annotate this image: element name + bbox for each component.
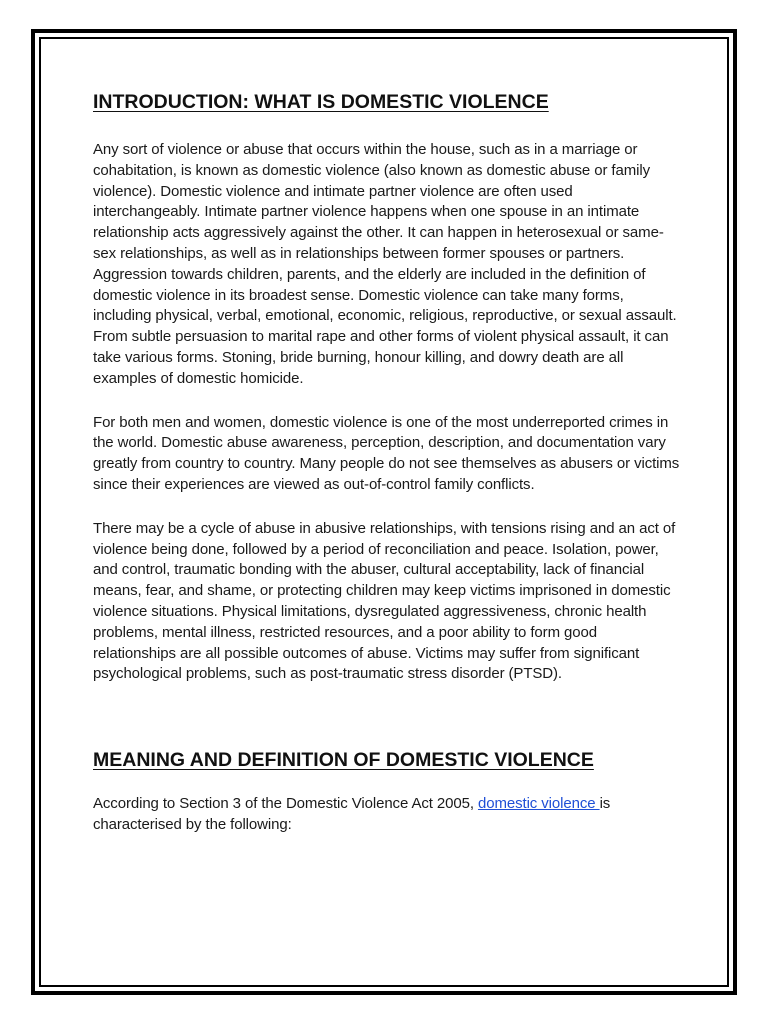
section-heading-introduction: INTRODUCTION: WHAT IS DOMESTIC VIOLENCE bbox=[93, 91, 549, 113]
intro-paragraph-3: There may be a cycle of abuse in abusive relationships, with tensions rising and an act of violence being done, followed by a period of reconciliation and peace. Isolation, power, and control, traumatic bonding with the abuser, cultural acceptability, lack of financial means, fear, and shame, or protecting children may keep victims imprisoned in domestic violence situations. Physical limitations, dysregulated aggressiveness, chronic health problems, mental illness, restricted resources, and a poor ability to form good relationships are all possible outcomes of abuse. Victims may suffer from significant psychological problems, such as post-traumatic stress disorder (PTSD). bbox=[93, 519, 676, 683]
intro-paragraph-1: Any sort of violence or abuse that occurs within the house, such as in a marriage or cohabitation, is known as domestic violence (also known as domestic abuse or family violence). Domestic violence and intimate partner violence are often used interchangeably. Intimate partner violence happens when one spouse in an intimate relationship acts aggressively against the other. It can happen in heterosexual or same-sex relationships, as well as in relationships between former spouses or partners. Aggression towards children, parents, and the elderly are included in the definition of domestic violence in its broadest sense. Domestic violence can take many forms, including physical, verbal, emotional, economic, religious, reproductive, or sexual assault. From subtle persuasion to marital rape and other forms of violent physical assault, it can take various forms. Stoning, bride burning, honour killing, and dowry death are all examples of domestic homicide. bbox=[93, 141, 677, 387]
meaning-paragraph bbox=[93, 794, 683, 836]
intro-paragraph-2: For both men and women, domestic violence is one of the most underreported crimes in the world. Domestic abuse awareness, perception, description, and documentation vary greatly from country to country. Many people do not see themselves as abusers or victims since their experiences are viewed as out-of-control family conflicts. bbox=[93, 413, 680, 493]
section-heading-meaning: MEANING AND DEFINITION OF DOMESTIC VIOLENCE bbox=[93, 749, 594, 772]
document-body bbox=[93, 88, 683, 836]
meaning-text-after-link: is characterised by the following: bbox=[93, 795, 611, 833]
domestic-violence-link[interactable]: domestic violence bbox=[477, 795, 600, 813]
meaning-text-before-link: According to Section 3 of the Domestic Violence Act 2005, bbox=[93, 795, 478, 813]
